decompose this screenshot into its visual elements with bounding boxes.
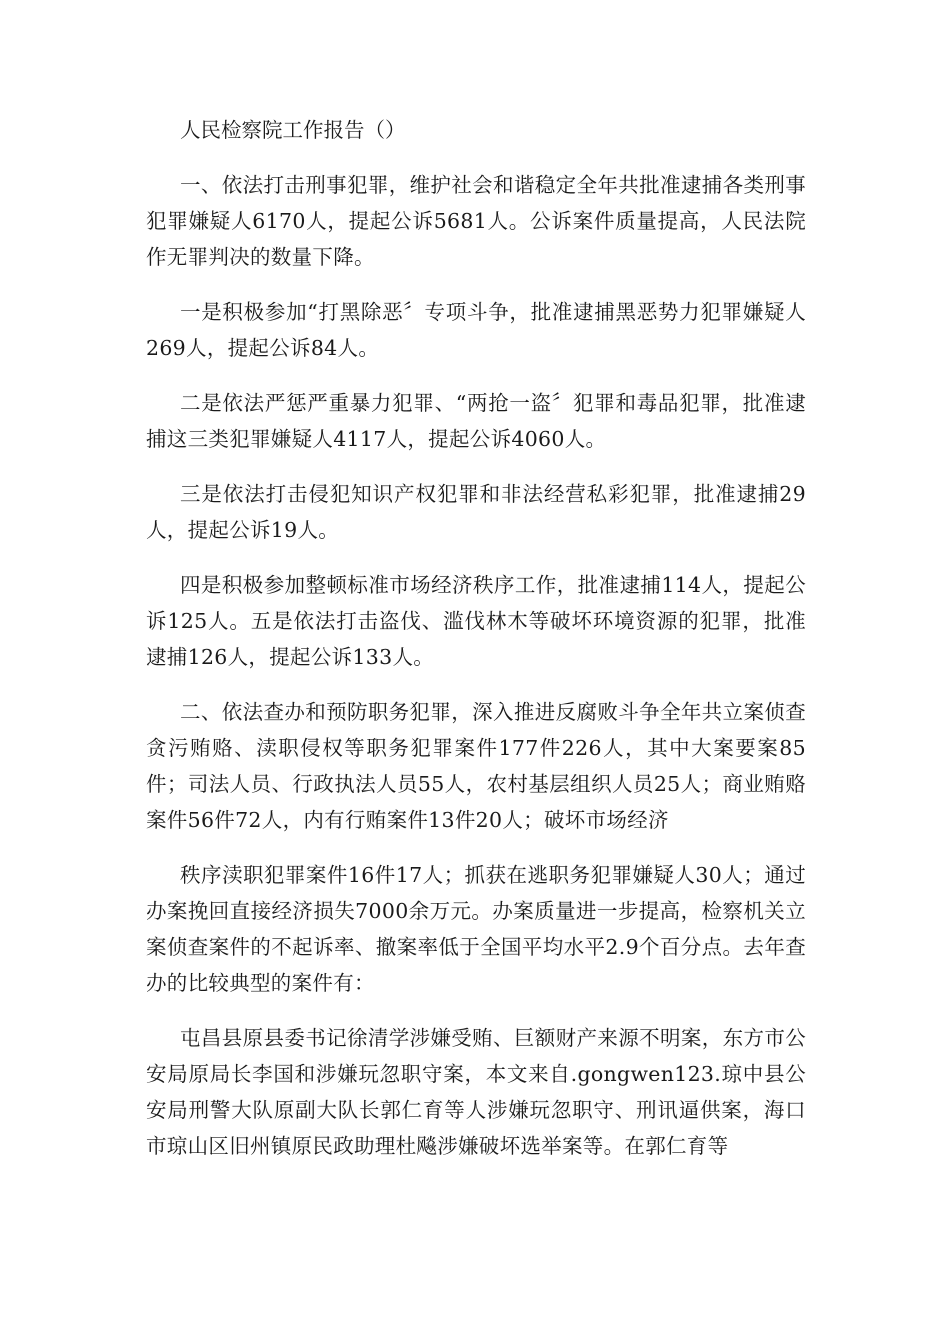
paragraph-item-four-five: 四是积极参加整顿标准市场经济秩序工作，批准逮捕114人，提起公诉125人。五是依法打击盗伐、滥伐林木等破坏环境资源的犯罪，批准逮捕126人，提起公诉133人。 [146, 573, 806, 669]
paragraph-item-two: 二是依法严惩严重暴力犯罪、“两抢一盗〞犯罪和毒品犯罪，批准逮捕这三类犯罪嫌疑人4117人，提起公诉4060人。 [146, 391, 806, 451]
paragraph-typical-cases: 屯昌县原县委书记徐清学涉嫌受贿、巨额财产来源不明案，东方市公安局原局长李国和涉嫌玩忽职守案，本文来自.gongwen123.琼中县公安局刑警大队原副大队长郭仁育等人涉嫌玩忽职守、刑讯逼供案，海口市琼山区旧州镇原民政助理杜飚涉嫌破坏选举案等。在郭仁育等 [146, 1026, 806, 1158]
paragraph-section-one: 一、依法打击刑事犯罪，维护社会和谐稳定全年共批准逮捕各类刑事犯罪嫌疑人6170人，提起公诉5681人。公诉案件质量提高，人民法院作无罪判决的数量下降。 [146, 173, 806, 269]
paragraph-section-two: 二、依法查办和预防职务犯罪，深入推进反腐败斗争全年共立案侦查贪污贿赂、渎职侵权等职务犯罪案件177件226人，其中大案要案85件；司法人员、行政执法人员55人，农村基层组织人员25人；商业贿赂案件56件72人，内有行贿案件13件20人；破坏市场经济 [146, 700, 806, 832]
document-page [146, 112, 806, 1183]
paragraph-section-two-cont: 秩序渎职犯罪案件16件17人；抓获在逃职务犯罪嫌疑人30人；通过办案挽回直接经济损失7000余万元。办案质量进一步提高，检察机关立案侦查案件的不起诉率、撤案率低于全国平均水平2.9个百分点。去年查办的比较典型的案件有： [146, 863, 806, 995]
paragraph-item-one: 一是积极参加“打黑除恶〞专项斗争，批准逮捕黑恶势力犯罪嫌疑人269人，提起公诉84人。 [146, 300, 806, 360]
document-title: 人民检察院工作报告（） [180, 118, 406, 142]
paragraph-item-three: 三是依法打击侵犯知识产权犯罪和非法经营私彩犯罪，批准逮捕29人，提起公诉19人。 [146, 482, 806, 542]
